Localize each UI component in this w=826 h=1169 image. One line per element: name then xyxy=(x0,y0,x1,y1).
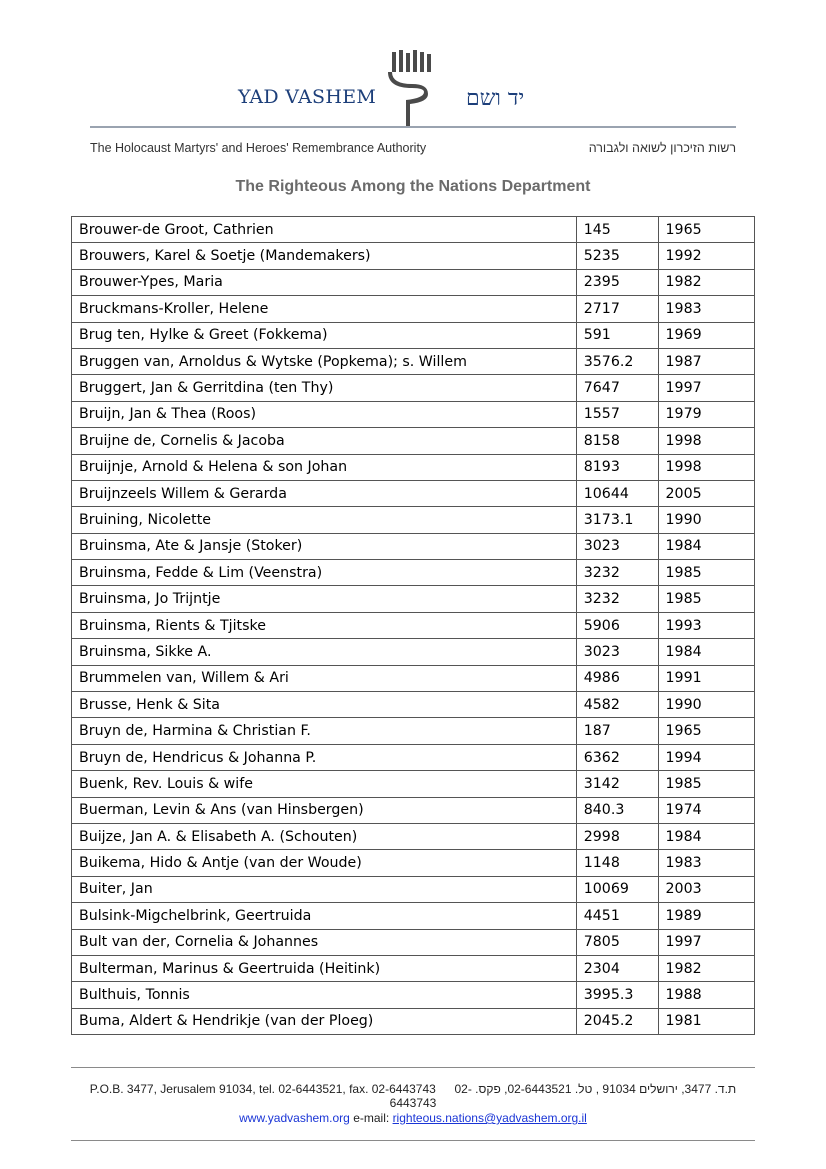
table-row xyxy=(72,1008,755,1034)
table-row xyxy=(72,401,755,427)
table-row xyxy=(72,850,755,876)
record-year-cell: 1997 xyxy=(658,929,754,955)
righteous-records-table xyxy=(71,216,755,1035)
record-name-cell: Buikema, Hido & Antje (van der Woude) xyxy=(72,850,577,876)
table-row xyxy=(72,480,755,506)
table-row xyxy=(72,296,755,322)
record-name-cell: Bruijnje, Arnold & Helena & son Johan xyxy=(72,454,577,480)
authority-hebrew: רשות הזיכרון לשואה ולגבורה xyxy=(588,141,736,155)
table-row xyxy=(72,929,755,955)
record-year-cell: 1998 xyxy=(658,428,754,454)
address-separator xyxy=(439,1082,451,1096)
record-name-cell: Brummelen van, Willem & Ari xyxy=(72,665,577,691)
record-name-cell: Bruinsma, Rients & Tjitske xyxy=(72,612,577,638)
record-file-number-cell: 10069 xyxy=(576,876,658,902)
yad-vashem-logo-icon xyxy=(388,50,436,128)
record-name-cell: Bruyn de, Hendricus & Johanna P. xyxy=(72,744,577,770)
record-year-cell: 1984 xyxy=(658,823,754,849)
brand-name-english: YAD VASHEM xyxy=(238,86,377,108)
record-name-cell: Bruining, Nicolette xyxy=(72,507,577,533)
record-name-cell: Bruinsma, Sikke A. xyxy=(72,639,577,665)
record-file-number-cell: 3232 xyxy=(576,586,658,612)
record-year-cell: 1982 xyxy=(658,269,754,295)
record-file-number-cell: 7647 xyxy=(576,375,658,401)
table-row xyxy=(72,243,755,269)
record-name-cell: Bruinsma, Fedde & Lim (Veenstra) xyxy=(72,560,577,586)
record-file-number-cell: 7805 xyxy=(576,929,658,955)
record-year-cell: 1965 xyxy=(658,718,754,744)
record-file-number-cell: 145 xyxy=(576,217,658,243)
record-file-number-cell: 3142 xyxy=(576,771,658,797)
record-name-cell: Bruinsma, Ate & Jansje (Stoker) xyxy=(72,533,577,559)
record-year-cell: 1965 xyxy=(658,217,754,243)
record-name-cell: Bulterman, Marinus & Geertruida (Heitink) xyxy=(72,955,577,981)
record-year-cell: 1983 xyxy=(658,850,754,876)
table-row xyxy=(72,322,755,348)
table-row xyxy=(72,797,755,823)
footer-divider-bottom xyxy=(71,1140,755,1141)
table-row xyxy=(72,744,755,770)
department-title: The Righteous Among the Nations Department xyxy=(235,178,591,195)
record-file-number-cell: 3576.2 xyxy=(576,348,658,374)
record-name-cell: Bruijne de, Cornelis & Jacoba xyxy=(72,428,577,454)
authority-english: The Holocaust Martyrs' and Heroes' Remembrance Authority xyxy=(90,141,427,155)
record-year-cell: 1991 xyxy=(658,665,754,691)
record-file-number-cell: 5235 xyxy=(576,243,658,269)
record-file-number-cell: 3232 xyxy=(576,560,658,586)
record-name-cell: Bruijnzeels Willem & Gerarda xyxy=(72,480,577,506)
table-row xyxy=(72,612,755,638)
record-name-cell: Bruyn de, Harmina & Christian F. xyxy=(72,718,577,744)
record-year-cell: 1984 xyxy=(658,639,754,665)
record-file-number-cell: 2998 xyxy=(576,823,658,849)
record-file-number-cell: 4986 xyxy=(576,665,658,691)
table-row xyxy=(72,955,755,981)
record-year-cell: 1987 xyxy=(658,348,754,374)
record-name-cell: Brouwers, Karel & Soetje (Mandemakers) xyxy=(72,243,577,269)
record-year-cell: 1998 xyxy=(658,454,754,480)
record-year-cell: 2005 xyxy=(658,480,754,506)
letterhead xyxy=(0,0,826,170)
record-year-cell: 2003 xyxy=(658,876,754,902)
record-file-number-cell: 3023 xyxy=(576,533,658,559)
record-name-cell: Buiter, Jan xyxy=(72,876,577,902)
footer-divider-top xyxy=(71,1067,755,1068)
record-name-cell: Bruijn, Jan & Thea (Roos) xyxy=(72,401,577,427)
table-row xyxy=(72,428,755,454)
record-year-cell: 1992 xyxy=(658,243,754,269)
record-file-number-cell: 840.3 xyxy=(576,797,658,823)
record-file-number-cell: 4582 xyxy=(576,692,658,718)
record-year-cell: 1990 xyxy=(658,507,754,533)
table-row xyxy=(72,903,755,929)
email-label: e-mail: xyxy=(353,1111,390,1125)
record-year-cell: 1982 xyxy=(658,955,754,981)
record-file-number-cell: 8193 xyxy=(576,454,658,480)
table-row xyxy=(72,665,755,691)
record-file-number-cell: 1148 xyxy=(576,850,658,876)
footer-address xyxy=(71,1082,755,1110)
record-file-number-cell: 4451 xyxy=(576,903,658,929)
record-file-number-cell: 2395 xyxy=(576,269,658,295)
table-row xyxy=(72,771,755,797)
table-row xyxy=(72,876,755,902)
table-row xyxy=(72,586,755,612)
record-name-cell: Bult van der, Cornelia & Johannes xyxy=(72,929,577,955)
record-name-cell: Buenk, Rev. Louis & wife xyxy=(72,771,577,797)
record-year-cell: 1969 xyxy=(658,322,754,348)
records-table-body xyxy=(72,217,755,1035)
record-file-number-cell: 2304 xyxy=(576,955,658,981)
record-file-number-cell: 3173.1 xyxy=(576,507,658,533)
table-row xyxy=(72,982,755,1008)
header-divider xyxy=(90,126,736,128)
table-row xyxy=(72,639,755,665)
record-name-cell: Brouwer-de Groot, Cathrien xyxy=(72,217,577,243)
record-year-cell: 1974 xyxy=(658,797,754,823)
record-name-cell: Bulsink-Migchelbrink, Geertruida xyxy=(72,903,577,929)
record-year-cell: 1985 xyxy=(658,586,754,612)
record-file-number-cell: 6362 xyxy=(576,744,658,770)
record-name-cell: Brusse, Henk & Sita xyxy=(72,692,577,718)
record-name-cell: Bruggen van, Arnoldus & Wytske (Popkema); s. Willem xyxy=(72,348,577,374)
record-year-cell: 1989 xyxy=(658,903,754,929)
record-name-cell: Buerman, Levin & Ans (van Hinsbergen) xyxy=(72,797,577,823)
record-year-cell: 1997 xyxy=(658,375,754,401)
record-name-cell: Bruckmans-Kroller, Helene xyxy=(72,296,577,322)
record-year-cell: 1994 xyxy=(658,744,754,770)
record-name-cell: Buijze, Jan A. & Elisabeth A. (Schouten) xyxy=(72,823,577,849)
record-year-cell: 1985 xyxy=(658,560,754,586)
record-file-number-cell: 591 xyxy=(576,322,658,348)
record-file-number-cell: 187 xyxy=(576,718,658,744)
record-year-cell: 1990 xyxy=(658,692,754,718)
table-row xyxy=(72,507,755,533)
record-year-cell: 1984 xyxy=(658,533,754,559)
record-year-cell: 1983 xyxy=(658,296,754,322)
record-name-cell: Bruinsma, Jo Trijntje xyxy=(72,586,577,612)
table-row xyxy=(72,692,755,718)
record-file-number-cell: 8158 xyxy=(576,428,658,454)
table-row xyxy=(72,533,755,559)
record-file-number-cell: 3995.3 xyxy=(576,982,658,1008)
table-row xyxy=(72,375,755,401)
record-name-cell: Brug ten, Hylke & Greet (Fokkema) xyxy=(72,322,577,348)
table-row xyxy=(72,269,755,295)
record-file-number-cell: 1557 xyxy=(576,401,658,427)
record-year-cell: 1993 xyxy=(658,612,754,638)
table-row xyxy=(72,217,755,243)
email-link[interactable]: righteous.nations@yadvashem.org.il xyxy=(392,1111,587,1125)
footer-contacts xyxy=(71,1111,755,1125)
record-file-number-cell: 5906 xyxy=(576,612,658,638)
record-name-cell: Brouwer-Ypes, Maria xyxy=(72,269,577,295)
record-file-number-cell: 3023 xyxy=(576,639,658,665)
record-file-number-cell: 2045.2 xyxy=(576,1008,658,1034)
record-year-cell: 1985 xyxy=(658,771,754,797)
address-hebrew: ת.ד. 3477, ירושלים 91034 , טל. 02-6443521, פקס. 02-6443743 xyxy=(389,1082,737,1110)
table-row xyxy=(72,823,755,849)
table-row xyxy=(72,454,755,480)
record-year-cell: 1981 xyxy=(658,1008,754,1034)
record-file-number-cell: 2717 xyxy=(576,296,658,322)
record-name-cell: Buma, Aldert & Hendrikje (van der Ploeg) xyxy=(72,1008,577,1034)
brand-name-hebrew: יד ושם xyxy=(466,86,525,111)
table-row xyxy=(72,348,755,374)
table-row xyxy=(72,560,755,586)
record-name-cell: Bruggert, Jan & Gerritdina (ten Thy) xyxy=(72,375,577,401)
record-name-cell: Bulthuis, Tonnis xyxy=(72,982,577,1008)
authority-line xyxy=(90,141,736,155)
record-year-cell: 1979 xyxy=(658,401,754,427)
address-english: P.O.B. 3477, Jerusalem 91034, tel. 02-6443521, fax. 02-6443743 xyxy=(89,1082,436,1096)
table-row xyxy=(72,718,755,744)
website-link[interactable]: www.yadvashem.org xyxy=(239,1111,350,1125)
record-file-number-cell: 10644 xyxy=(576,480,658,506)
record-year-cell: 1988 xyxy=(658,982,754,1008)
